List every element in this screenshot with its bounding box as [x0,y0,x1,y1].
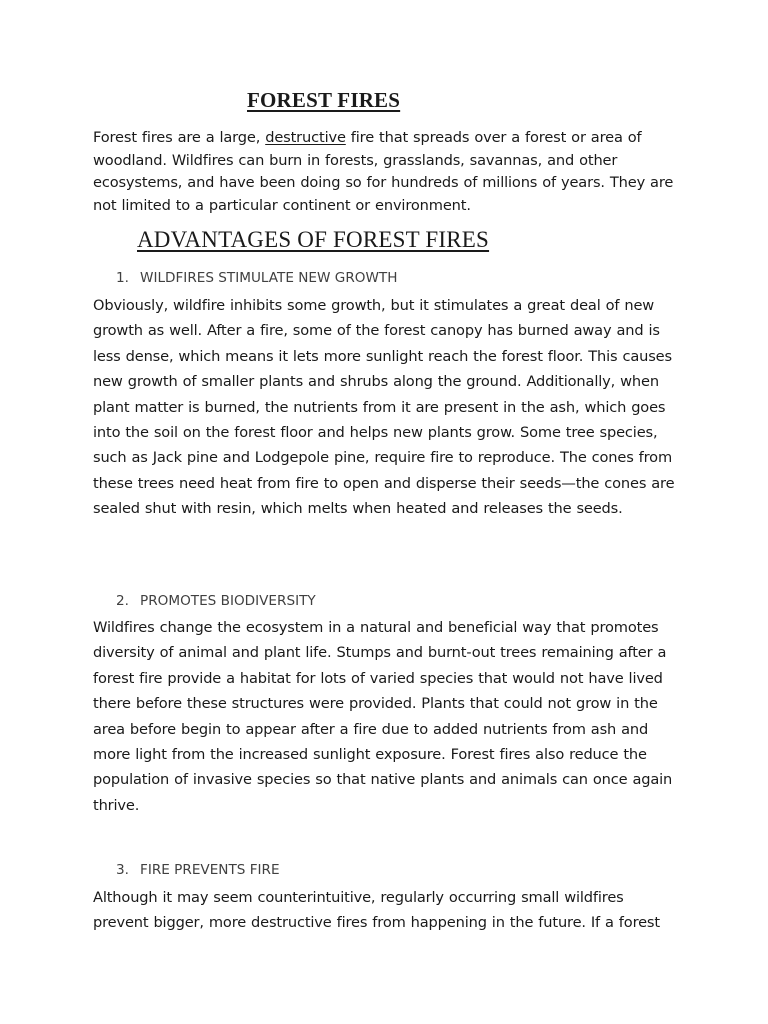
intro-text-end: fire that spreads over a forest or area of woodland. Wildfires can burn in forests, grasslands, savannas, and other ecosystems, and have been doing so for hundreds of millions of years. They are not limited to a particular continent or environment. [93,129,674,214]
intro-paragraph [93,127,683,217]
list-item-heading [116,593,316,609]
list-item-number: 3. [116,862,129,878]
intro-underlined-word: destructive [265,129,346,146]
list-item-heading [116,270,397,286]
list-item-body: Although it may seem counterintuitive, regularly occurring small wildfires prevent bigger, more destructive fires from happening in the future. If a forest [93,889,660,932]
intro-text-start: Forest fires are a large, [93,129,266,146]
section-heading: ADVANTAGES OF FOREST FIRES [137,227,490,252]
list-item-heading-text: PROMOTES BIODIVERSITY [140,593,316,609]
list-item-body: Wildfires change the ecosystem in a natural and beneficial way that promotes diversity of animal and plant life. Stumps and burnt-out trees remaining after a forest fire provide a habitat for lots of varied species that would not have lived there before these structures were provided. Plants that could not grow in the area before begin to appear after a fire due to added nutrients from ash and more light from the increased sunlight exposure. Forest fires also reduce the population of invasive species so that native plants and animals can once again thrive. [93,619,673,814]
list-item-heading-text: FIRE PREVENTS FIRE [140,862,280,878]
document-title: FOREST FIRES [247,88,401,112]
list-item-heading [116,862,280,878]
list-item-body: Obviously, wildfire inhibits some growth, but it stimulates a great deal of new growth as well. After a fire, some of the forest canopy has burned away and is less dense, which means it lets more sunlight reach the forest floor. This causes new growth of smaller plants and shrubs along the ground. Additionally, when plant matter is burned, the nutrients from it are present in the ash, which goes into the soil on the forest floor and helps new plants grow. Some tree species, such as Jack pine and Lodgepole pine, require fire to reproduce. The cones from these trees need heat from fire to open and disperse their seeds—the cones are sealed shut with resin, which melts when heated and releases the seeds. [93,297,675,518]
list-item-number: 1. [116,270,129,286]
list-item-heading-text: WILDFIRES STIMULATE NEW GROWTH [140,270,398,286]
list-item-number: 2. [116,593,129,609]
